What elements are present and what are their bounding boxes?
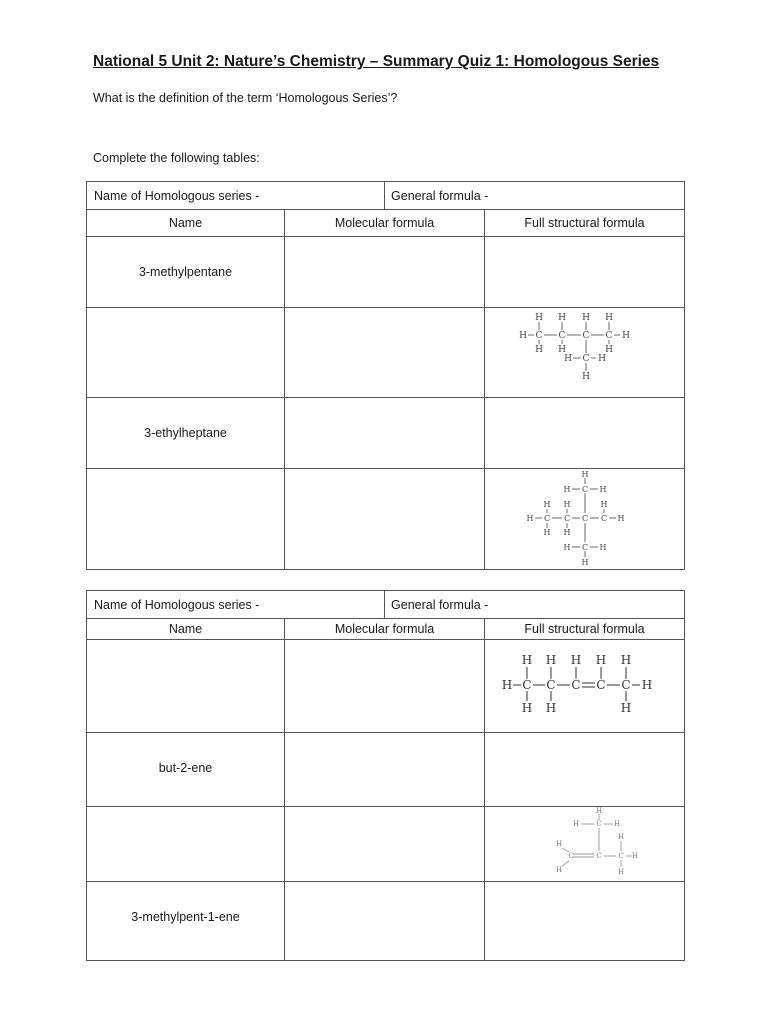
general-formula-label: General formula -: [391, 597, 489, 612]
atom-label: C: [558, 330, 565, 341]
atom-label: H: [534, 312, 543, 323]
atom-label: H: [613, 820, 620, 828]
structure-2-methylbutane: [515, 311, 655, 395]
atom-label: H: [581, 371, 590, 382]
molecular-formula-cell[interactable]: [285, 469, 485, 570]
name-cell[interactable]: [87, 237, 285, 308]
atom-label: H: [521, 653, 532, 667]
atom-label: H: [543, 500, 551, 509]
structural-formula-cell[interactable]: [485, 398, 685, 469]
structural-formula-cell: [485, 640, 685, 733]
name-cell[interactable]: [87, 398, 285, 469]
column-header-molecular: Molecular formula: [285, 619, 485, 640]
atom-label: H: [617, 514, 625, 523]
atom-label: C: [582, 330, 589, 341]
atom-label: H: [581, 558, 589, 567]
structural-formula-cell: [485, 308, 685, 398]
name-cell[interactable]: [87, 640, 285, 733]
atom-label: H: [543, 528, 551, 537]
atom-label: C: [595, 852, 602, 860]
atom-label: C: [600, 514, 607, 523]
atom-label: H: [570, 653, 581, 667]
structure-2-3-dimethylbutane: [525, 470, 645, 568]
name-cell[interactable]: [87, 807, 285, 882]
atom-label: C: [595, 678, 606, 692]
compound-name: but-2-ene: [158, 761, 213, 775]
atom-label: H: [563, 528, 571, 537]
compound-name: 3-methylpent-1-ene: [131, 910, 240, 924]
atom-label: C: [543, 514, 550, 523]
structure-2-methylbut-2-ene: [535, 807, 638, 880]
atom-label: C: [563, 514, 570, 523]
alkane-table: [86, 181, 685, 570]
compound-name: 3-methylpentane: [138, 265, 233, 279]
molecular-formula-cell[interactable]: [285, 640, 485, 733]
atom-label: H: [604, 312, 613, 323]
atom-label: H: [545, 653, 556, 667]
molecular-formula-cell[interactable]: [285, 398, 485, 469]
atom-label: C: [605, 330, 612, 341]
atom-label: H: [563, 543, 571, 552]
atom-label: H: [621, 330, 630, 341]
atom-label: H: [557, 344, 566, 355]
atom-label: H: [620, 653, 631, 667]
alkene-table: [86, 590, 685, 961]
atom-label: C: [620, 678, 631, 692]
column-header-structural: Full structural formula: [485, 210, 685, 237]
atom-label: H: [641, 678, 652, 692]
atom-label: H: [563, 485, 571, 494]
atom-label: H: [526, 514, 534, 523]
molecular-formula-cell[interactable]: [285, 882, 485, 961]
atom-label: C: [581, 485, 588, 494]
atom-label: H: [617, 868, 624, 876]
structure-pent-2-ene: [500, 651, 670, 721]
name-cell[interactable]: [87, 469, 285, 570]
column-header-molecular: Molecular formula: [285, 210, 485, 237]
atom-label: H: [563, 500, 571, 509]
atom-label: H: [617, 833, 624, 841]
column-header-name: Name: [87, 619, 285, 640]
series-name-label: Name of Homologous series -: [94, 597, 260, 612]
atom-label: H: [581, 470, 589, 479]
name-cell[interactable]: [87, 733, 285, 807]
atom-label: C: [567, 852, 574, 860]
column-header-name: Name: [87, 210, 285, 237]
atom-label: H: [604, 344, 613, 355]
compound-name: 3-ethylheptane: [144, 426, 227, 440]
atom-label: H: [545, 701, 556, 715]
atom-label: H: [563, 353, 572, 364]
table-row: [87, 398, 685, 469]
atom-label: H: [620, 701, 631, 715]
atom-label: H: [521, 701, 532, 715]
table-row: [87, 733, 685, 807]
atom-label: H: [599, 485, 607, 494]
atom-label: C: [582, 353, 589, 364]
atom-label: H: [600, 500, 608, 509]
molecular-formula-cell[interactable]: [285, 807, 485, 882]
atom-label: H: [555, 840, 562, 848]
molecular-formula-cell[interactable]: [285, 308, 485, 398]
table-row: [87, 807, 685, 882]
atom-label: H: [557, 312, 566, 323]
atom-label: C: [545, 678, 556, 692]
structural-formula-cell: [485, 469, 685, 570]
general-formula-label: General formula -: [391, 188, 489, 203]
table-row: [87, 882, 685, 961]
atom-label: C: [595, 820, 602, 828]
atom-label: H: [572, 820, 579, 828]
definition-question: What is the definition of the term ‘Homologous Series’?: [93, 91, 398, 105]
column-header-structural: Full structural formula: [485, 619, 685, 640]
molecular-formula-cell[interactable]: [285, 733, 485, 807]
instruction-text: Complete the following tables:: [93, 151, 260, 165]
atom-label: C: [581, 514, 588, 523]
atom-label: H: [581, 312, 590, 323]
atom-label: H: [595, 807, 602, 815]
series-name-label: Name of Homologous series -: [94, 188, 260, 203]
general-formula-field[interactable]: [385, 182, 685, 210]
table-row: [87, 308, 685, 398]
atom-label: C: [570, 678, 581, 692]
atom-label: H: [555, 866, 562, 874]
atom-label: H: [597, 353, 606, 364]
structural-formula-cell[interactable]: [485, 733, 685, 807]
atom-label: H: [599, 543, 607, 552]
atom-label: C: [535, 330, 542, 341]
structural-formula-cell[interactable]: [485, 237, 685, 308]
structural-formula-cell: [485, 807, 685, 882]
atom-label: H: [595, 653, 606, 667]
atom-label: H: [631, 852, 638, 860]
general-formula-field[interactable]: [385, 591, 685, 619]
table-row: [87, 469, 685, 570]
series-name-field[interactable]: [87, 591, 385, 619]
structural-formula-cell[interactable]: [485, 882, 685, 961]
atom-label: C: [581, 543, 588, 552]
atom-label: C: [617, 852, 624, 860]
atom-label: H: [534, 344, 543, 355]
atom-label: C: [521, 678, 532, 692]
atom-label: H: [501, 678, 512, 692]
atom-label: H: [518, 330, 527, 341]
name-cell[interactable]: [87, 882, 285, 961]
table-row: [87, 237, 685, 308]
table-row: [87, 640, 685, 733]
molecular-formula-cell[interactable]: [285, 237, 485, 308]
name-cell[interactable]: [87, 308, 285, 398]
series-name-field[interactable]: [87, 182, 385, 210]
page-title: National 5 Unit 2: Nature’s Chemistry – Summary Quiz 1: Homologous Series: [93, 53, 660, 70]
